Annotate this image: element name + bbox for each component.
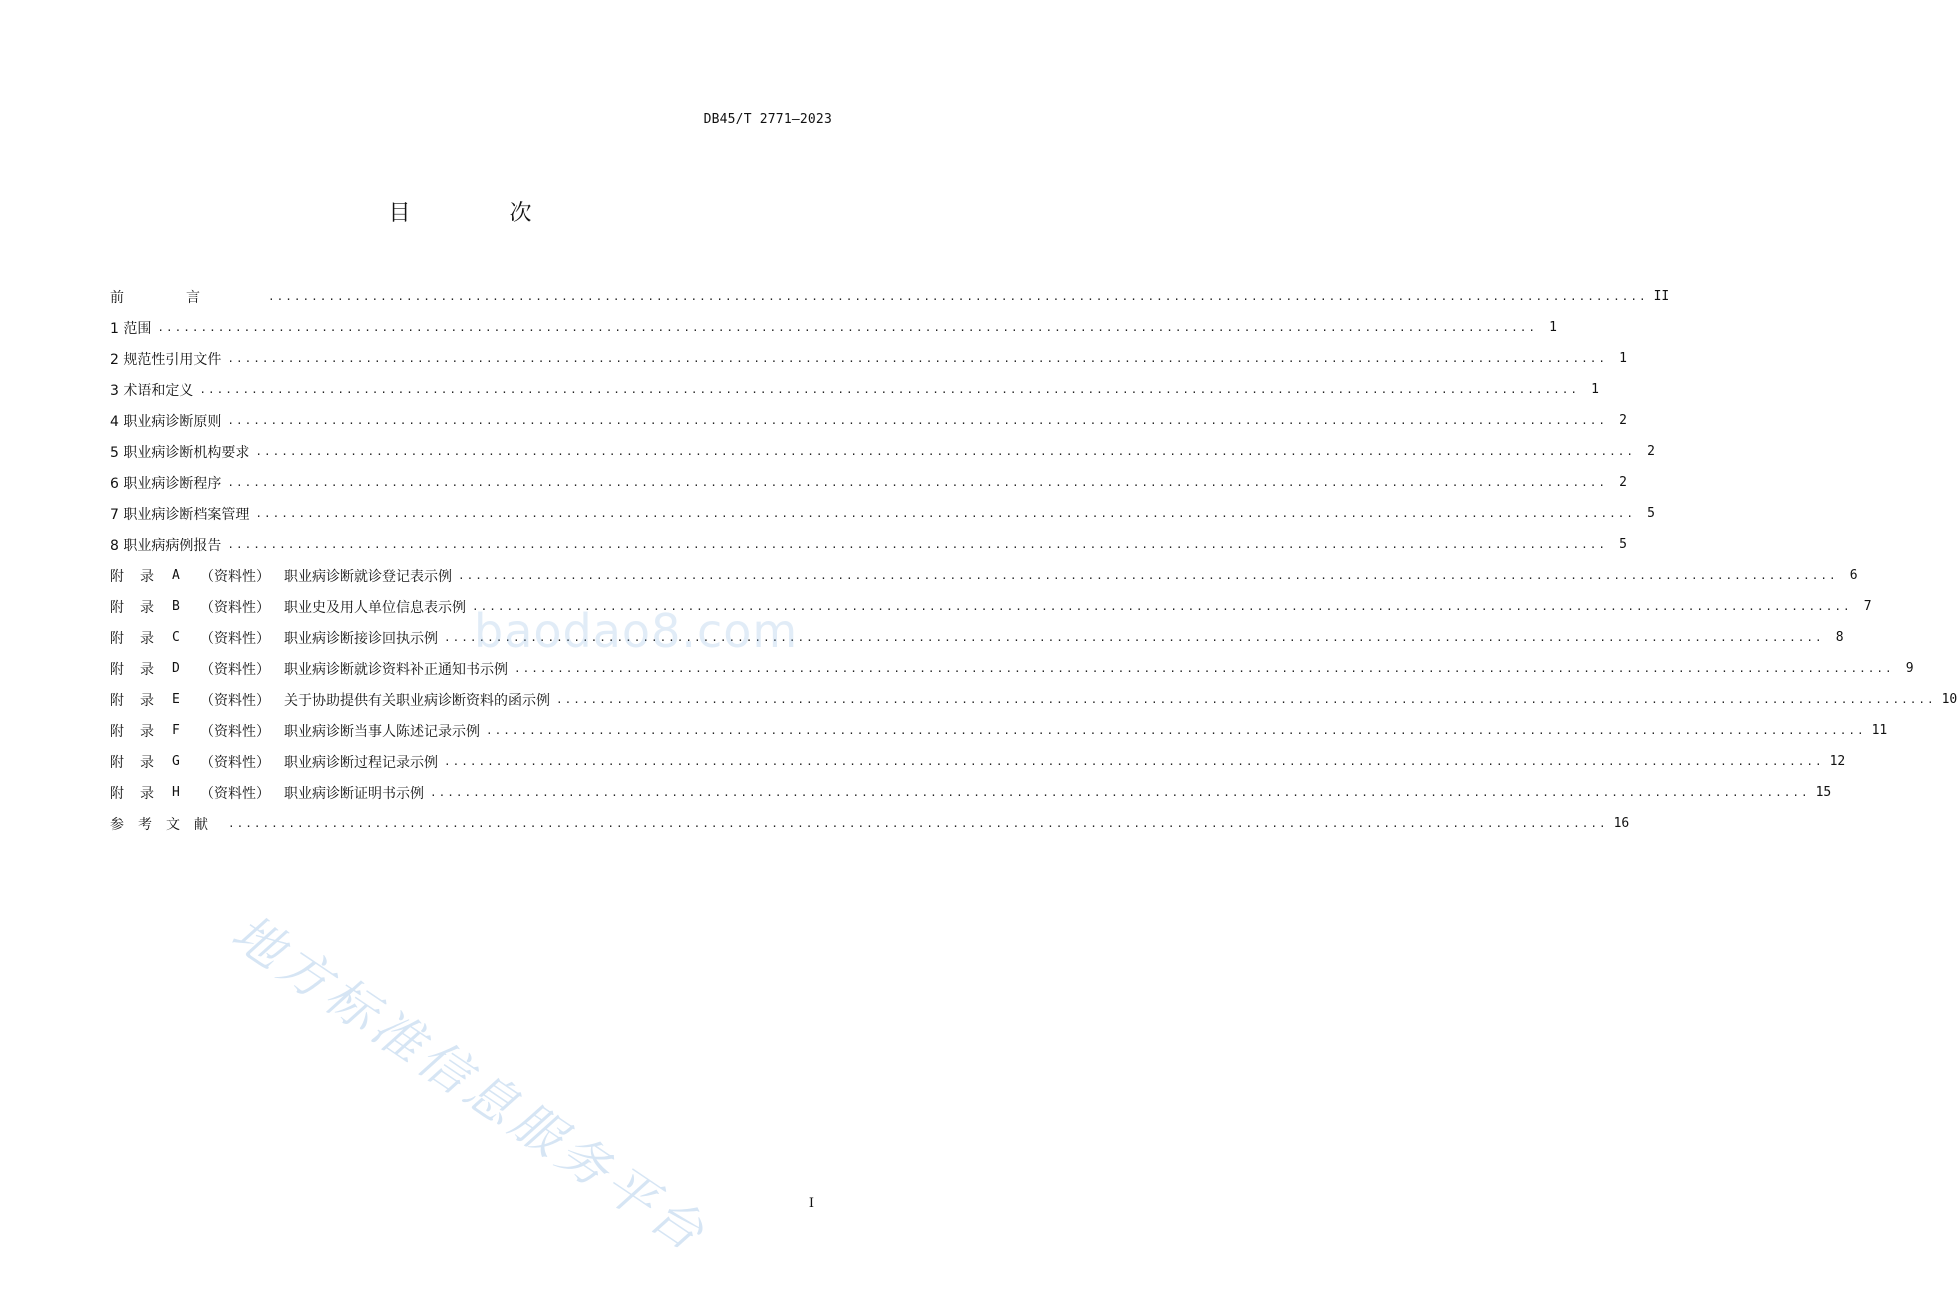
toc-entry-page: 2 xyxy=(1647,444,1655,459)
toc-entry-label xyxy=(110,721,480,741)
toc-entry-page: 1 xyxy=(1591,382,1599,397)
annex-prefix: 附录 xyxy=(110,661,170,678)
annex-letter: H xyxy=(172,785,180,800)
toc-entry-label: 2 规范性引用文件 xyxy=(110,351,222,368)
annex-title: 职业史及用人单位信息表示例 xyxy=(284,599,466,616)
dot-leader: ................................................................................................................................................................ xyxy=(430,786,1810,799)
dot-leader: ................................................................................................................................................................ xyxy=(444,755,1824,768)
page-title: 目 次 xyxy=(388,201,578,226)
toc-entry-label xyxy=(110,690,550,710)
watermark-site-text: baodao8.com xyxy=(474,604,799,658)
toc-entry-page: 2 xyxy=(1619,413,1627,428)
toc-entry-clause[interactable] xyxy=(110,343,1627,374)
toc-entry-label xyxy=(110,597,466,617)
annex-type: （资料性） xyxy=(200,599,270,616)
toc-entry-clause[interactable] xyxy=(110,498,1655,529)
dot-leader: ................................................................................................................................................................ xyxy=(199,383,1579,396)
toc-entry-page: 1 xyxy=(1619,351,1627,366)
annex-letter: B xyxy=(172,599,180,614)
annex-type: （资料性） xyxy=(200,630,270,647)
annex-prefix: 附录 xyxy=(110,630,170,647)
annex-title: 职业病诊断当事人陈述记录示例 xyxy=(284,723,480,740)
dot-leader: ................................................................................................................................................................ xyxy=(157,321,1537,334)
toc-entry-clause[interactable] xyxy=(110,374,1599,405)
dot-leader: ................................................................................................................................................................ xyxy=(556,693,1936,706)
annex-title: 关于协助提供有关职业病诊断资料的函示例 xyxy=(284,692,550,709)
toc-entry-page: 12 xyxy=(1829,754,1846,769)
annex-prefix: 附录 xyxy=(110,568,170,585)
toc-entry-label xyxy=(110,566,452,586)
dot-leader: ................................................................................................................................................................ xyxy=(472,600,1852,613)
toc-entry-label xyxy=(110,659,508,679)
toc-entry-page: 9 xyxy=(1905,661,1914,676)
toc-entry-page: 11 xyxy=(1871,723,1888,738)
toc-entry-label: 1 范围 xyxy=(110,320,152,337)
annex-letter: A xyxy=(172,568,180,583)
annex-letter: C xyxy=(172,630,180,645)
annex-letter: E xyxy=(172,692,180,707)
annex-title: 职业病诊断过程记录示例 xyxy=(284,754,438,771)
toc-entry-label: 参考文献 xyxy=(110,816,222,833)
dot-leader: ................................................................................................................................................................ xyxy=(228,817,1608,830)
document-code: DB45/T 2771—2023 xyxy=(703,112,832,127)
toc-entry-page: 10 xyxy=(1941,692,1957,707)
dot-leader: ................................................................................................................................................................ xyxy=(255,507,1635,520)
toc-entry-page: 2 xyxy=(1619,475,1627,490)
annex-letter: F xyxy=(172,723,180,738)
toc-entry-annex[interactable] xyxy=(110,715,1888,746)
annex-type: （资料性） xyxy=(200,568,270,585)
toc-entry-annex[interactable] xyxy=(110,684,1957,715)
toc-entry-annex[interactable] xyxy=(110,560,1858,591)
toc-entry-clause[interactable] xyxy=(110,405,1627,436)
annex-letter: G xyxy=(172,754,180,769)
toc-entry-clause[interactable] xyxy=(110,529,1627,560)
annex-type: （资料性） xyxy=(200,723,270,740)
toc-entry-label: 5 职业病诊断机构要求 xyxy=(110,444,250,461)
annex-prefix: 附录 xyxy=(110,785,170,802)
dot-leader: ................................................................................................................................................................ xyxy=(458,569,1838,582)
toc-entry-page: 5 xyxy=(1647,506,1655,521)
toc-entry-clause[interactable] xyxy=(110,467,1627,498)
toc-entry-page: 15 xyxy=(1815,785,1832,800)
dot-leader: ................................................................................................................................................................ xyxy=(486,724,1866,737)
dot-leader: ................................................................................................................................................................ xyxy=(255,445,1635,458)
annex-prefix: 附录 xyxy=(110,754,170,771)
toc-entry-label xyxy=(110,752,438,772)
annex-title: 职业病诊断证明书示例 xyxy=(284,785,424,802)
dot-leader: ................................................................................................................................................................ xyxy=(514,662,1894,675)
annex-type: （资料性） xyxy=(200,661,270,678)
toc-entry-page: 16 xyxy=(1613,816,1630,831)
watermark-platform-text: 地方标准信息服务平台 xyxy=(221,903,719,1265)
annex-prefix: 附录 xyxy=(110,723,170,740)
annex-prefix: 附录 xyxy=(110,692,170,709)
toc-entry-clause[interactable] xyxy=(110,312,1557,343)
toc-entry-references[interactable] xyxy=(110,808,1630,839)
annex-title: 职业病诊断接诊回执示例 xyxy=(284,630,438,647)
annex-title: 职业病诊断就诊资料补正通知书示例 xyxy=(284,661,508,678)
annex-letter: D xyxy=(172,661,180,676)
dot-leader: ................................................................................................................................................................ xyxy=(227,352,1607,365)
toc-entry-annex[interactable] xyxy=(110,746,1846,777)
toc-entry-preface[interactable] xyxy=(110,281,1670,312)
annex-type: （资料性） xyxy=(200,785,270,802)
toc-entry-label: 4 职业病诊断原则 xyxy=(110,413,222,430)
toc-entry-page: II xyxy=(1653,289,1670,304)
toc-entry-page: 7 xyxy=(1863,599,1872,614)
toc-entry-page: 1 xyxy=(1549,320,1557,335)
annex-title: 职业病诊断就诊登记表示例 xyxy=(284,568,452,585)
toc-entry-page: 8 xyxy=(1835,630,1844,645)
table-of-contents xyxy=(110,281,1957,839)
toc-entry-page: 6 xyxy=(1849,568,1858,583)
dot-leader: ................................................................................................................................................................ xyxy=(268,290,1648,303)
toc-entry-label: 6 职业病诊断程序 xyxy=(110,475,222,492)
toc-entry-clause[interactable] xyxy=(110,436,1655,467)
toc-entry-label: 8 职业病病例报告 xyxy=(110,537,222,554)
toc-entry-label: 7 职业病诊断档案管理 xyxy=(110,506,250,523)
annex-type: （资料性） xyxy=(200,692,270,709)
annex-type: （资料性） xyxy=(200,754,270,771)
page-number: I xyxy=(808,1196,814,1211)
toc-entry-page: 5 xyxy=(1619,537,1627,552)
toc-entry-annex[interactable] xyxy=(110,777,1832,808)
annex-prefix: 附录 xyxy=(110,599,170,616)
toc-entry-label xyxy=(110,628,438,648)
dot-leader: ................................................................................................................................................................ xyxy=(227,414,1607,427)
toc-entry-label xyxy=(110,783,424,803)
dot-leader: ................................................................................................................................................................ xyxy=(227,538,1607,551)
dot-leader: ................................................................................................................................................................ xyxy=(444,631,1824,644)
dot-leader: ................................................................................................................................................................ xyxy=(227,476,1607,489)
toc-entry-label: 前言 xyxy=(110,289,262,306)
toc-entry-label: 3 术语和定义 xyxy=(110,382,194,399)
